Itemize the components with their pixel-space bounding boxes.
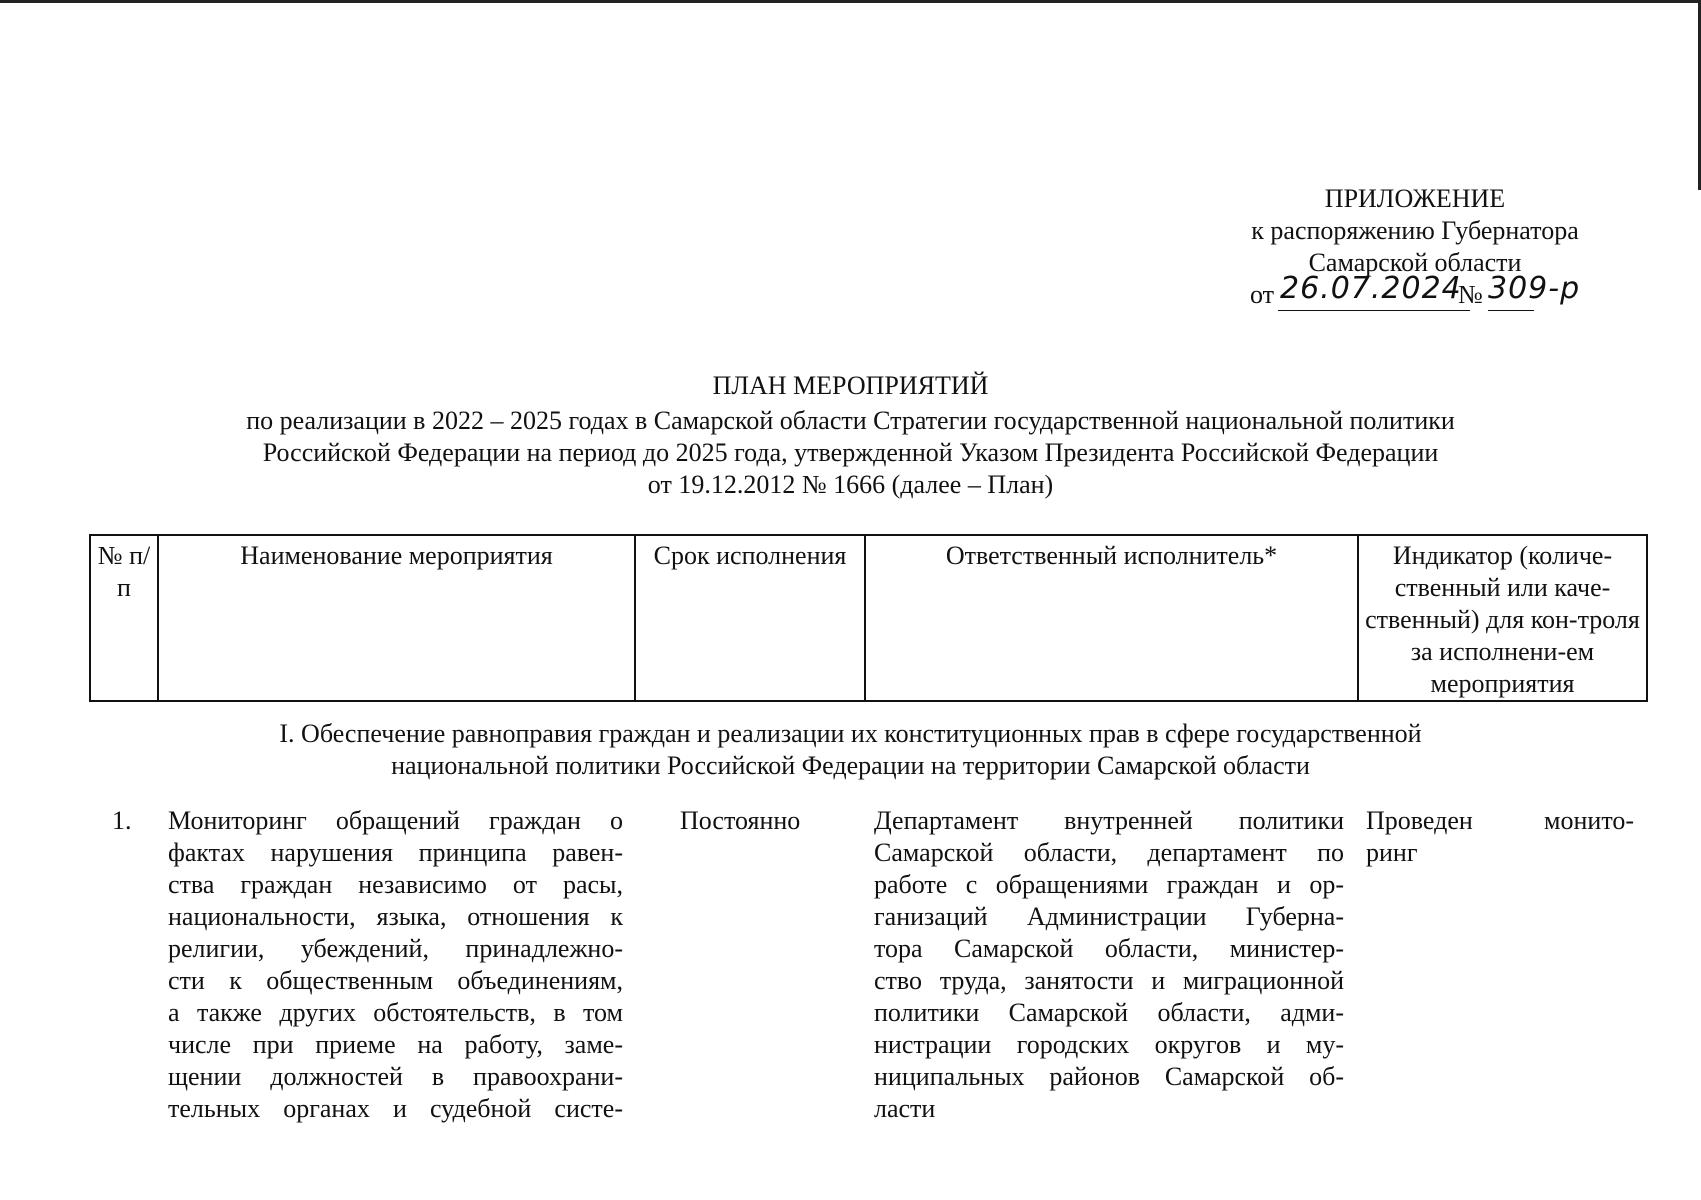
appendix-title: ПРИЛОЖЕНИЕ [1324, 184, 1506, 213]
plan-subtitle-line: от 19.12.2012 № 1666 (далее – План) [647, 470, 1054, 499]
section-heading [0, 718, 1701, 782]
row-indicator [1366, 805, 1634, 869]
row-name [168, 805, 623, 1125]
header-name: Наименование мероприятия [158, 535, 635, 701]
row-name-line: числе при приеме на работу, заме- [168, 1030, 623, 1059]
row-responsible-line: тора Самарской области, министер- [874, 934, 1344, 963]
plan-table-header [89, 534, 1648, 702]
row-name-line: щении должностей в правоохрани- [168, 1062, 623, 1091]
row-responsible-line: ласти [874, 1094, 936, 1123]
appendix-line-1: к распоряжению Губернатора [1251, 216, 1579, 245]
row-name-line: а также других обстоятельств, в том [168, 998, 623, 1027]
number-underline [1488, 310, 1534, 311]
appendix-block [1190, 183, 1640, 319]
top-edge-rule [0, 0, 1701, 3]
handwritten-date: 26.07.2024 [1280, 271, 1462, 306]
row-responsible [874, 805, 1344, 1125]
date-prefix: от [1250, 280, 1275, 309]
appendix-line-2: Самарской области [1308, 248, 1522, 277]
row-name-line: ства граждан независимо от расы, [168, 870, 623, 899]
appendix-dateline [1190, 271, 1640, 319]
row-responsible-line: политики Самарской области, адми- [874, 998, 1344, 1027]
header-num: № п/п [90, 535, 158, 701]
row-name-line: фактах нарушения принципа равен- [168, 838, 623, 867]
row-name-line: сти к общественным объединениям, [168, 966, 623, 995]
section-heading-line: I. Обеспечение равноправия граждан и реализации их конституционных прав в сфере государственной [279, 719, 1422, 748]
row-name-line: национальности, языка, отношения к [168, 902, 623, 931]
row-responsible-line: нистрации городских округов и му- [874, 1030, 1344, 1059]
row-responsible-line: ство труда, занятости и миграционной [874, 966, 1344, 995]
row-responsible-line: ганизаций Администрации Губерна- [874, 902, 1344, 931]
row-indicator-line: ринг [1366, 838, 1418, 867]
section-heading-line: национальной политики Российской Федерации на территории Самарской области [391, 751, 1310, 780]
row-responsible-line: Самарской области, департамент по [874, 838, 1344, 867]
row-name-line: Мониторинг обращений граждан о [168, 806, 623, 835]
row-name-line: религии, убеждений, принадлежно- [168, 934, 623, 963]
header-term: Срок исполнения [635, 535, 865, 701]
indicator-word: Проведен [1366, 806, 1473, 835]
plan-subtitle-line: Российской Федерации на период до 2025 года, утвержденной Указом Президента Российской Федерации [262, 438, 1439, 467]
date-underline [1278, 310, 1470, 311]
handwritten-number: 309-р [1488, 271, 1581, 306]
header-responsible: Ответственный исполнитель* [865, 535, 1358, 701]
row-name-line: тельных органах и судебной систе- [168, 1094, 623, 1123]
plan-subtitle-line: по реализации в 2022 – 2025 годах в Самарской области Стратегии государственной национальной политики [246, 406, 1455, 435]
number-sign: № [1458, 280, 1483, 309]
header-indicator: Индикатор (количе-ственный или каче-ственный) для кон-троля за исполнени-ем мероприятия [1358, 535, 1647, 701]
plan-subtitle [0, 405, 1701, 501]
row-responsible-line: Департамент внутренней политики [874, 806, 1344, 835]
row-responsible-line: ниципальных районов Самарской об- [874, 1062, 1344, 1091]
indicator-word: монито- [1544, 806, 1634, 835]
row-responsible-line: работе с обращениями граждан и ор- [874, 870, 1344, 899]
row-term: Постоянно [680, 806, 801, 835]
row-indicator-line [1366, 805, 1634, 837]
row-number: 1. [112, 806, 132, 835]
plan-title: ПЛАН МЕРОПРИЯТИЙ [712, 371, 989, 400]
